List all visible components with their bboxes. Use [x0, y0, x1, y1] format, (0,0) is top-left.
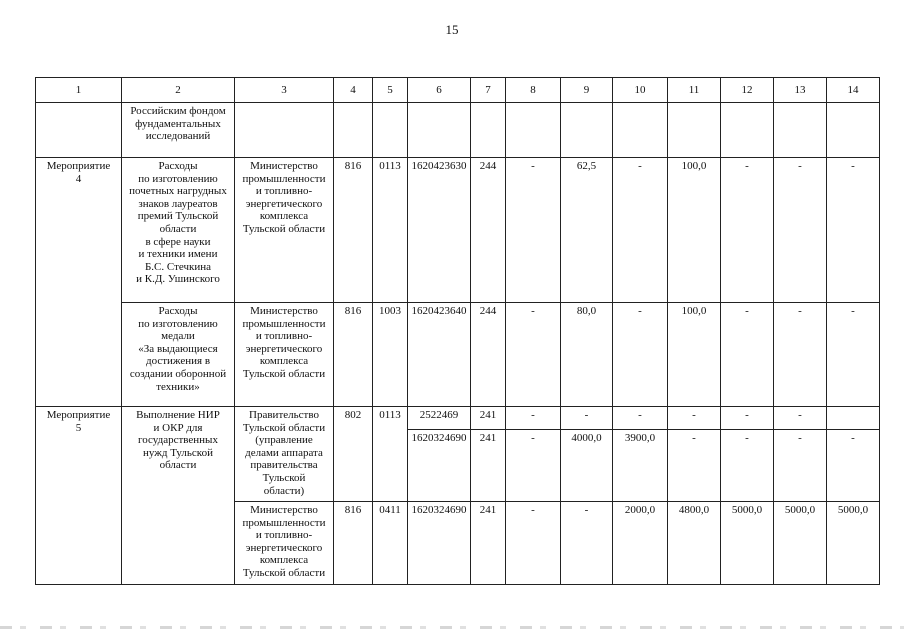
- description-cell: Расходы по изготовлению почетных нагрудных знаков лауреатов премий Тульской области в сфере науки и техники имени Б.С. Стечкина и К.Д. Ушинского: [122, 158, 235, 303]
- page-number: 15: [445, 22, 459, 37]
- table-cell: [668, 103, 721, 158]
- table-cell: -: [506, 407, 561, 430]
- table-cell: 244: [471, 158, 506, 303]
- table-cell: -: [561, 502, 613, 585]
- header-cell: 8: [506, 78, 561, 103]
- table-cell: 1620423640: [408, 303, 471, 407]
- table-cell: 802: [334, 407, 373, 502]
- description-cell: Выполнение НИР и ОКР для государственных нужд Тульской области: [122, 407, 235, 585]
- table-cell: 2522469: [408, 407, 471, 430]
- activity-cell: Мероприятие 4: [36, 158, 122, 407]
- table-cell: -: [774, 158, 827, 303]
- table-cell: 5000,0: [774, 502, 827, 585]
- budget-table: [35, 77, 880, 585]
- table-row: [36, 103, 880, 158]
- header-cell: 2: [122, 78, 235, 103]
- table-cell: 5000,0: [827, 502, 880, 585]
- table-cell: [827, 103, 880, 158]
- executor-cell: Правительство Тульской области (управление делами аппарата правительства Тульской области): [235, 407, 334, 502]
- table-cell: -: [613, 158, 668, 303]
- table-cell: -: [506, 430, 561, 502]
- table-cell: -: [613, 303, 668, 407]
- executor-cell: Министерство промышленности и топливно- энергетического комплекса Тульской области: [235, 158, 334, 303]
- table-cell: -: [613, 407, 668, 430]
- table-cell: [373, 103, 408, 158]
- table-cell: -: [721, 407, 774, 430]
- header-cell: 14: [827, 78, 880, 103]
- table-cell: 100,0: [668, 158, 721, 303]
- table-cell: [408, 103, 471, 158]
- table-cell: 241: [471, 407, 506, 430]
- table-cell: 5000,0: [721, 502, 774, 585]
- table-cell: -: [506, 303, 561, 407]
- table-cell: -: [721, 303, 774, 407]
- table-cell: [235, 103, 334, 158]
- table-cell: [471, 103, 506, 158]
- activity-cell: Мероприятие 5: [36, 407, 122, 585]
- executor-cell: Министерство промышленности и топливно- энергетического комплекса Тульской области: [235, 502, 334, 585]
- table-cell: 241: [471, 430, 506, 502]
- table-cell: [506, 103, 561, 158]
- table-cell: 1003: [373, 303, 408, 407]
- table-cell: 816: [334, 303, 373, 407]
- table-cell: 4000,0: [561, 430, 613, 502]
- table-cell: -: [827, 303, 880, 407]
- table-cell: [334, 103, 373, 158]
- table-cell: 0113: [373, 407, 408, 502]
- header-cell: 7: [471, 78, 506, 103]
- table-row: [36, 158, 880, 303]
- header-cell: 10: [613, 78, 668, 103]
- table-cell: 244: [471, 303, 506, 407]
- table-cell: -: [827, 158, 880, 303]
- table-cell: 100,0: [668, 303, 721, 407]
- table-cell: -: [774, 430, 827, 502]
- header-cell: 4: [334, 78, 373, 103]
- header-cell: 9: [561, 78, 613, 103]
- header-cell: 6: [408, 78, 471, 103]
- table-cell: [613, 103, 668, 158]
- table-cell: 80,0: [561, 303, 613, 407]
- table-cell: 2000,0: [613, 502, 668, 585]
- header-cell: 1: [36, 78, 122, 103]
- table-cell: 816: [334, 158, 373, 303]
- table-row: [36, 303, 880, 407]
- table-cell: 816: [334, 502, 373, 585]
- table-cell: [827, 407, 880, 430]
- scan-artifact: [0, 626, 904, 629]
- table-cell: -: [668, 430, 721, 502]
- description-cell: Расходы по изготовлению медали «За выдающиеся достижения в создании оборонной техники»: [122, 303, 235, 407]
- table-cell: -: [827, 430, 880, 502]
- table-cell: 0113: [373, 158, 408, 303]
- table-cell: [721, 103, 774, 158]
- table-cell: -: [668, 407, 721, 430]
- table-cell: -: [506, 502, 561, 585]
- table-cell: 1620324690: [408, 502, 471, 585]
- table-cell: -: [774, 303, 827, 407]
- table-cell: -: [561, 407, 613, 430]
- table-cell: -: [774, 407, 827, 430]
- table-cell: 4800,0: [668, 502, 721, 585]
- table-cell: -: [721, 158, 774, 303]
- header-row: [36, 78, 880, 103]
- table-row: [36, 407, 880, 430]
- executor-cell: Министерство промышленности и топливно- энергетического комплекса Тульской области: [235, 303, 334, 407]
- table-cell: 1620324690: [408, 430, 471, 502]
- header-cell: 13: [774, 78, 827, 103]
- table-cell: Российским фондом фундаментальных исследований: [122, 103, 235, 158]
- table-cell: 1620423630: [408, 158, 471, 303]
- table-cell: -: [506, 158, 561, 303]
- table-cell: 62,5: [561, 158, 613, 303]
- table-cell: 241: [471, 502, 506, 585]
- header-cell: 11: [668, 78, 721, 103]
- header-cell: 5: [373, 78, 408, 103]
- table-cell: [36, 103, 122, 158]
- table-cell: 3900,0: [613, 430, 668, 502]
- header-cell: 12: [721, 78, 774, 103]
- table-cell: -: [721, 430, 774, 502]
- table-cell: 0411: [373, 502, 408, 585]
- table-cell: [561, 103, 613, 158]
- header-cell: 3: [235, 78, 334, 103]
- table-cell: [774, 103, 827, 158]
